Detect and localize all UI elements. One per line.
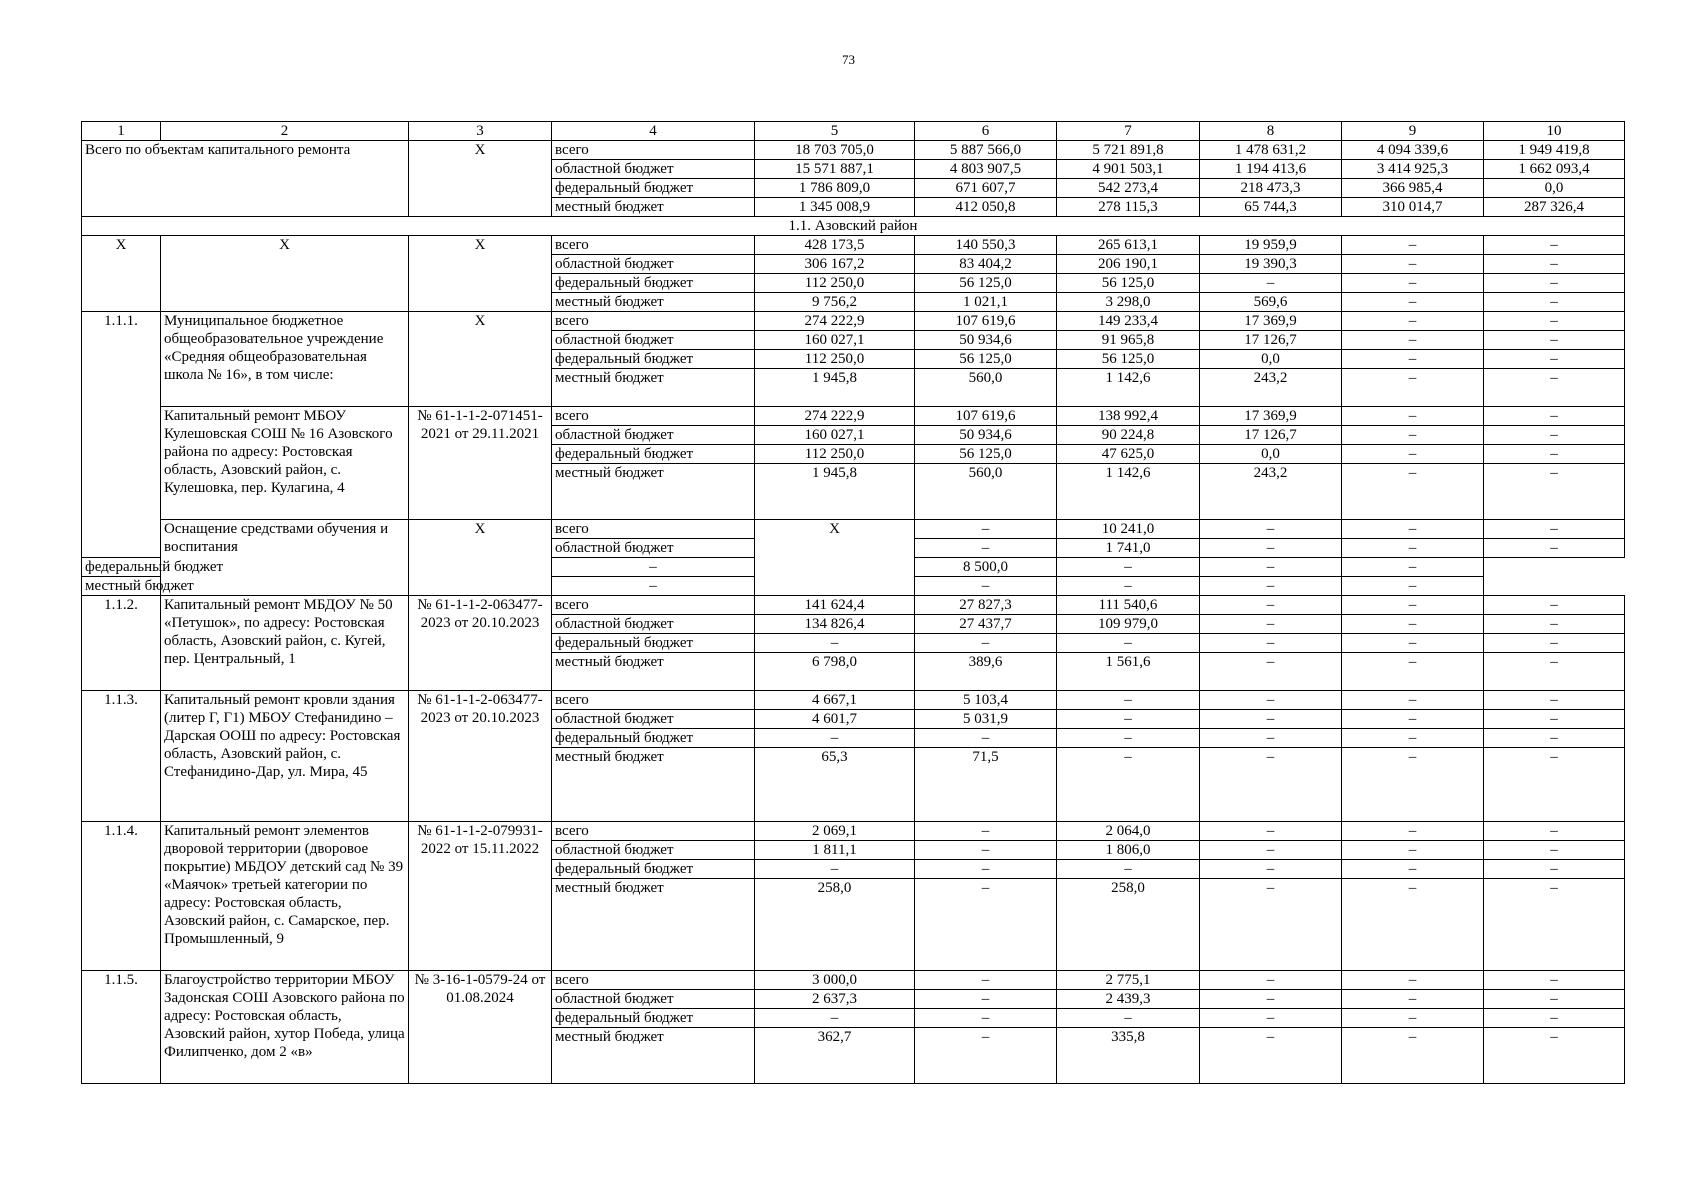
value-cell: – (755, 1009, 915, 1028)
item-col3: X (409, 520, 552, 596)
district-col1: X (82, 236, 161, 312)
value-cell: 428 173,5 (755, 236, 915, 255)
value-cell: – (1342, 445, 1484, 464)
budget-label: местный бюджет (82, 577, 161, 596)
value-cell: – (915, 1009, 1057, 1028)
value-cell: 138 992,4 (1057, 407, 1200, 426)
table-row (82, 596, 1625, 615)
value-cell: 4 667,1 (755, 691, 915, 710)
header-cell: 7 (1057, 122, 1200, 141)
value-cell: – (1484, 1009, 1625, 1028)
budget-label: всего (552, 520, 755, 539)
value-cell: 1 741,0 (1057, 539, 1200, 558)
value-cell: 140 550,3 (915, 236, 1057, 255)
value-cell: – (1484, 710, 1625, 729)
value-cell: – (1484, 841, 1625, 860)
value-cell: – (552, 577, 755, 596)
table-row (82, 407, 1625, 426)
value-cell: 134 826,4 (755, 615, 915, 634)
value-cell: 3 414 925,3 (1342, 160, 1484, 179)
value-cell: 4 803 907,5 (915, 160, 1057, 179)
value-cell: – (915, 990, 1057, 1009)
value-cell: – (1484, 464, 1625, 520)
table-row (82, 312, 1625, 331)
value-cell: 0,0 (1200, 350, 1342, 369)
budget-label: всего (552, 141, 755, 160)
value-cell: 243,2 (1200, 369, 1342, 407)
value-cell: 2 775,1 (1057, 971, 1200, 990)
value-cell: 1 561,6 (1057, 653, 1200, 691)
value-cell: 1 478 631,2 (1200, 141, 1342, 160)
value-cell: 17 369,9 (1200, 407, 1342, 426)
budget-label: областной бюджет (552, 710, 755, 729)
budget-label: местный бюджет (552, 879, 755, 971)
header-cell: 3 (409, 122, 552, 141)
value-cell: 542 273,4 (1057, 179, 1200, 198)
value-cell: 65 744,3 (1200, 198, 1342, 217)
value-cell: – (1200, 520, 1342, 539)
value-cell: 112 250,0 (755, 274, 915, 293)
value-cell: – (1057, 577, 1200, 596)
value-cell: 56 125,0 (915, 350, 1057, 369)
value-cell: – (1484, 293, 1625, 312)
value-cell: – (1342, 879, 1484, 971)
value-cell: 412 050,8 (915, 198, 1057, 217)
value-cell: 56 125,0 (1057, 350, 1200, 369)
value-cell: – (1484, 255, 1625, 274)
value-cell: – (1200, 558, 1342, 577)
item-col3: № 61-1-1-2-079931-2022 от 15.11.2022 (409, 822, 552, 971)
value-cell: 107 619,6 (915, 407, 1057, 426)
value-cell: 9 756,2 (755, 293, 915, 312)
value-cell: 56 125,0 (915, 274, 1057, 293)
budget-label: местный бюджет (552, 1028, 755, 1084)
grand-total-title: Всего по объектам капитального ремонта (82, 141, 409, 217)
value-cell: – (1342, 274, 1484, 293)
value-cell: – (1200, 971, 1342, 990)
value-cell: – (1342, 577, 1484, 596)
value-cell: 10 241,0 (1057, 520, 1200, 539)
value-cell: 306 167,2 (755, 255, 915, 274)
value-cell: – (1342, 990, 1484, 1009)
budget-table (81, 121, 1625, 1084)
item-name: Благоустройство территории МБОУ Задонская СОШ Азовского района по адресу: Ростовская область, Азовский район, хутор Победа, улица Филипченко, дом 2 «в» (161, 971, 409, 1084)
value-cell: – (1342, 841, 1484, 860)
value-cell: 19 390,3 (1200, 255, 1342, 274)
value-cell: – (1200, 274, 1342, 293)
value-cell: 112 250,0 (755, 350, 915, 369)
value-cell: – (1342, 596, 1484, 615)
budget-label: всего (552, 596, 755, 615)
value-cell: 6 798,0 (755, 653, 915, 691)
value-cell: – (1342, 464, 1484, 520)
value-cell: 91 965,8 (1057, 331, 1200, 350)
value-cell: – (1057, 860, 1200, 879)
item-number: 1.1.5. (82, 971, 161, 1084)
section-row (82, 217, 1625, 236)
value-cell: – (1342, 539, 1484, 558)
value-cell: 17 126,7 (1200, 426, 1342, 445)
item-name: Муниципальное бюджетное общеобразовательное учреждение «Средняя общеобразовательная школа № 16», в том числе: (161, 312, 409, 407)
value-cell: 1 945,8 (755, 464, 915, 520)
value-cell: 274 222,9 (755, 312, 915, 331)
budget-label: всего (552, 691, 755, 710)
value-cell: – (1057, 710, 1200, 729)
value-cell: – (1342, 255, 1484, 274)
header-cell: 1 (82, 122, 161, 141)
header-cell: 9 (1342, 122, 1484, 141)
value-cell: – (1057, 691, 1200, 710)
value-cell: 1 786 809,0 (755, 179, 915, 198)
item-number: 1.1.1. (82, 312, 161, 558)
value-cell: – (1200, 615, 1342, 634)
value-cell: – (1200, 691, 1342, 710)
header-cell: 2 (161, 122, 409, 141)
value-cell: 1 662 093,4 (1484, 160, 1625, 179)
budget-label: федеральный бюджет (552, 179, 755, 198)
value-cell: – (1342, 369, 1484, 407)
value-cell: – (915, 879, 1057, 971)
value-cell: 141 624,4 (755, 596, 915, 615)
value-cell: 366 985,4 (1342, 179, 1484, 198)
value-cell: – (1342, 729, 1484, 748)
value-cell: 5 103,4 (915, 691, 1057, 710)
value-cell: 3 298,0 (1057, 293, 1200, 312)
table-row (82, 520, 1625, 539)
item-col3: № 61-1-1-2-063477-2023 от 20.10.2023 (409, 596, 552, 691)
district-col2: X (161, 236, 409, 312)
value-cell: – (1484, 729, 1625, 748)
value-cell: – (1484, 274, 1625, 293)
header-cell: 10 (1484, 122, 1625, 141)
budget-label: областной бюджет (552, 539, 755, 558)
value-cell: – (1484, 445, 1625, 464)
item-number: 1.1.2. (82, 596, 161, 691)
value-cell: – (1200, 539, 1342, 558)
value-cell: 149 233,4 (1057, 312, 1200, 331)
value-cell: 218 473,3 (1200, 179, 1342, 198)
budget-label: областной бюджет (552, 255, 755, 274)
budget-label: местный бюджет (552, 748, 755, 822)
budget-label: областной бюджет (552, 615, 755, 634)
section-title: 1.1. Азовский район (82, 217, 1625, 236)
value-cell: 278 115,3 (1057, 198, 1200, 217)
budget-label: федеральный бюджет (552, 634, 755, 653)
value-cell: 65,3 (755, 748, 915, 822)
value-cell: – (1200, 990, 1342, 1009)
value-cell: – (1200, 879, 1342, 971)
value-cell: 8 500,0 (915, 558, 1057, 577)
value-cell: – (1342, 331, 1484, 350)
value-cell: – (1342, 1028, 1484, 1084)
value-cell: 90 224,8 (1057, 426, 1200, 445)
value-cell: 17 369,9 (1200, 312, 1342, 331)
budget-label: областной бюджет (552, 841, 755, 860)
value-cell: – (1057, 748, 1200, 822)
item-col3: № 61-1-1-2-063477-2023 от 20.10.2023 (409, 691, 552, 822)
value-cell: 671 607,7 (915, 179, 1057, 198)
budget-label: федеральный бюджет (552, 350, 755, 369)
item-col3: № 61-1-1-2-071451-2021 от 29.11.2021 (409, 407, 552, 520)
table-row (82, 691, 1625, 710)
value-cell: – (915, 822, 1057, 841)
value-cell: 112 250,0 (755, 445, 915, 464)
budget-label: всего (552, 971, 755, 990)
item-name: Капитальный ремонт элементов дворовой территории (дворовое покрытие) МБДОУ детский сад № 39 «Маячок» третьей категории по адресу: Ростовская область, Азовский район, с. Самарское, пер. Промышленный, 9 (161, 822, 409, 971)
value-cell: 4 094 339,6 (1342, 141, 1484, 160)
budget-label: областной бюджет (552, 331, 755, 350)
budget-label: федеральный бюджет (552, 860, 755, 879)
value-cell: 83 404,2 (915, 255, 1057, 274)
budget-label: местный бюджет (552, 293, 755, 312)
value-cell: 19 959,9 (1200, 236, 1342, 255)
value-cell: – (1200, 748, 1342, 822)
value-cell: – (1484, 312, 1625, 331)
value-cell: – (1200, 634, 1342, 653)
budget-label: всего (552, 236, 755, 255)
value-cell: – (915, 539, 1057, 558)
value-cell: 569,6 (1200, 293, 1342, 312)
value-cell: – (915, 634, 1057, 653)
value-cell: – (1200, 710, 1342, 729)
value-cell: – (1342, 236, 1484, 255)
value-cell: – (1342, 710, 1484, 729)
value-cell: 2 069,1 (755, 822, 915, 841)
value-cell: 1 806,0 (1057, 841, 1200, 860)
value-cell: – (915, 577, 1057, 596)
item-name: Капитальный ремонт МБОУ Кулешовская СОШ № 16 Азовского района по адресу: Ростовская область, Азовский район, с. Кулешовка, пер. Кулагина, 4 (161, 407, 409, 520)
value-cell: 1 142,6 (1057, 369, 1200, 407)
value-cell: – (1342, 520, 1484, 539)
item-number: 1.1.3. (82, 691, 161, 822)
budget-label: федеральный бюджет (552, 274, 755, 293)
value-cell: – (1484, 520, 1625, 539)
table-row (82, 971, 1625, 990)
value-cell: – (1342, 293, 1484, 312)
value-cell: – (1484, 350, 1625, 369)
value-cell: – (1342, 860, 1484, 879)
budget-label: местный бюджет (552, 464, 755, 520)
value-cell: 56 125,0 (1057, 274, 1200, 293)
table-row (82, 822, 1625, 841)
value-cell: 50 934,6 (915, 331, 1057, 350)
value-cell: 560,0 (915, 369, 1057, 407)
header-cell: 5 (755, 122, 915, 141)
value-cell: – (1057, 729, 1200, 748)
value-cell: 206 190,1 (1057, 255, 1200, 274)
value-cell: 362,7 (755, 1028, 915, 1084)
budget-label: местный бюджет (552, 198, 755, 217)
value-cell: – (1342, 653, 1484, 691)
value-cell: – (1484, 596, 1625, 615)
value-cell: 56 125,0 (915, 445, 1057, 464)
value-cell: – (915, 860, 1057, 879)
value-cell: – (1484, 748, 1625, 822)
value-cell: 27 827,3 (915, 596, 1057, 615)
budget-label: всего (552, 312, 755, 331)
value-cell: 389,6 (915, 653, 1057, 691)
item-name: Оснащение средствами обучения и воспитания (161, 520, 409, 596)
value-cell: – (1057, 1009, 1200, 1028)
value-cell: 2 637,3 (755, 990, 915, 1009)
value-cell: 17 126,7 (1200, 331, 1342, 350)
budget-label: областной бюджет (552, 160, 755, 179)
value-cell: – (1342, 634, 1484, 653)
value-cell: 258,0 (755, 879, 915, 971)
value-cell: – (1200, 822, 1342, 841)
value-cell: – (1484, 407, 1625, 426)
value-cell: 1 345 008,9 (755, 198, 915, 217)
item-number: 1.1.4. (82, 822, 161, 971)
value-cell: – (915, 520, 1057, 539)
value-cell: – (915, 729, 1057, 748)
budget-label: всего (552, 822, 755, 841)
table-body (82, 122, 1625, 1084)
value-cell: 1 021,1 (915, 293, 1057, 312)
value-cell: – (915, 1028, 1057, 1084)
value-cell: – (1484, 990, 1625, 1009)
budget-label: областной бюджет (552, 426, 755, 445)
value-cell: 3 000,0 (755, 971, 915, 990)
item-name: Капитальный ремонт МБДОУ № 50 «Петушок», по адресу: Ростовская область, Азовский район, с. Кугей, пер. Центральный, 1 (161, 596, 409, 691)
value-cell: – (1484, 426, 1625, 445)
table-row (82, 141, 1625, 160)
header-cell: 6 (915, 122, 1057, 141)
table-row (82, 236, 1625, 255)
value-cell: 2 439,3 (1057, 990, 1200, 1009)
value-cell: 0,0 (1484, 179, 1625, 198)
value-cell: – (1200, 653, 1342, 691)
value-cell: – (755, 729, 915, 748)
value-cell: 1 142,6 (1057, 464, 1200, 520)
value-cell: – (1200, 596, 1342, 615)
value-cell: – (1342, 748, 1484, 822)
header-row (82, 122, 1625, 141)
value-cell: – (1200, 841, 1342, 860)
value-cell: – (1484, 971, 1625, 990)
value-cell: – (1484, 822, 1625, 841)
value-cell: – (755, 860, 915, 879)
value-cell: 5 031,9 (915, 710, 1057, 729)
value-cell: – (1484, 331, 1625, 350)
header-cell: 8 (1200, 122, 1342, 141)
value-cell: 265 613,1 (1057, 236, 1200, 255)
value-cell: 27 437,7 (915, 615, 1057, 634)
value-cell: 310 014,7 (1342, 198, 1484, 217)
value-cell: – (552, 558, 755, 577)
value-cell: – (1342, 407, 1484, 426)
value-cell: 1 949 419,8 (1484, 141, 1625, 160)
budget-label: федеральный бюджет (552, 445, 755, 464)
budget-label: федеральный бюджет (552, 1009, 755, 1028)
value-cell: – (1200, 729, 1342, 748)
value-cell: 18 703 705,0 (755, 141, 915, 160)
value-cell: 71,5 (915, 748, 1057, 822)
value-cell: – (1342, 971, 1484, 990)
district-col3: X (409, 236, 552, 312)
item-col3: X (409, 312, 552, 407)
value-cell: – (1342, 426, 1484, 445)
budget-label: федеральный бюджет (552, 729, 755, 748)
value-cell: 5 887 566,0 (915, 141, 1057, 160)
value-cell: – (1342, 615, 1484, 634)
value-cell: 4 601,7 (755, 710, 915, 729)
value-cell: 258,0 (1057, 879, 1200, 971)
budget-label: областной бюджет (552, 990, 755, 1009)
value-cell: 5 721 891,8 (1057, 141, 1200, 160)
value-cell: 1 811,1 (755, 841, 915, 860)
value-cell: 1 945,8 (755, 369, 915, 407)
item-col3: № 3-16-1-0579-24 от 01.08.2024 (409, 971, 552, 1084)
item-name: Капитальный ремонт кровли здания (литер Г, Г1) МБОУ Стефанидино – Дарская ООШ по адресу: Ростовская область, Азовский район, с. Стефанидино-Дар, ул. Мира, 45 (161, 691, 409, 822)
value-cell: – (1342, 558, 1484, 577)
budget-label: местный бюджет (552, 369, 755, 407)
value-cell: – (1484, 539, 1625, 558)
page-number: 73 (842, 52, 855, 67)
value-cell: X (755, 520, 915, 596)
value-cell: 111 540,6 (1057, 596, 1200, 615)
value-cell: 50 934,6 (915, 426, 1057, 445)
value-cell: – (1484, 369, 1625, 407)
value-cell: – (1342, 312, 1484, 331)
value-cell: – (1200, 577, 1342, 596)
value-cell: – (915, 971, 1057, 990)
value-cell: – (1200, 1009, 1342, 1028)
value-cell: – (1484, 653, 1625, 691)
value-cell: 1 194 413,6 (1200, 160, 1342, 179)
value-cell: – (1200, 860, 1342, 879)
value-cell: – (1484, 691, 1625, 710)
value-cell: – (1484, 860, 1625, 879)
value-cell: 2 064,0 (1057, 822, 1200, 841)
value-cell: – (915, 841, 1057, 860)
value-cell: 160 027,1 (755, 426, 915, 445)
value-cell: 109 979,0 (1057, 615, 1200, 634)
value-cell: – (1057, 558, 1200, 577)
value-cell: – (1484, 879, 1625, 971)
value-cell: 107 619,6 (915, 312, 1057, 331)
value-cell: 47 625,0 (1057, 445, 1200, 464)
value-cell: 274 222,9 (755, 407, 915, 426)
value-cell: – (1200, 1028, 1342, 1084)
grand-total-col3: X (409, 141, 552, 217)
value-cell: 0,0 (1200, 445, 1342, 464)
value-cell: – (1057, 634, 1200, 653)
value-cell: – (1484, 236, 1625, 255)
budget-label: местный бюджет (552, 653, 755, 691)
value-cell: 560,0 (915, 464, 1057, 520)
header-cell: 4 (552, 122, 755, 141)
budget-label: федеральный бюджет (82, 558, 161, 577)
value-cell: – (1484, 634, 1625, 653)
value-cell: – (755, 634, 915, 653)
value-cell: – (1342, 350, 1484, 369)
budget-label: всего (552, 407, 755, 426)
value-cell: – (1484, 615, 1625, 634)
value-cell: 4 901 503,1 (1057, 160, 1200, 179)
value-cell: 15 571 887,1 (755, 160, 915, 179)
value-cell: 335,8 (1057, 1028, 1200, 1084)
value-cell: – (1342, 1009, 1484, 1028)
value-cell: – (1342, 822, 1484, 841)
value-cell: 243,2 (1200, 464, 1342, 520)
value-cell: – (1342, 691, 1484, 710)
value-cell: 160 027,1 (755, 331, 915, 350)
value-cell: – (1484, 1028, 1625, 1084)
value-cell: 287 326,4 (1484, 198, 1625, 217)
